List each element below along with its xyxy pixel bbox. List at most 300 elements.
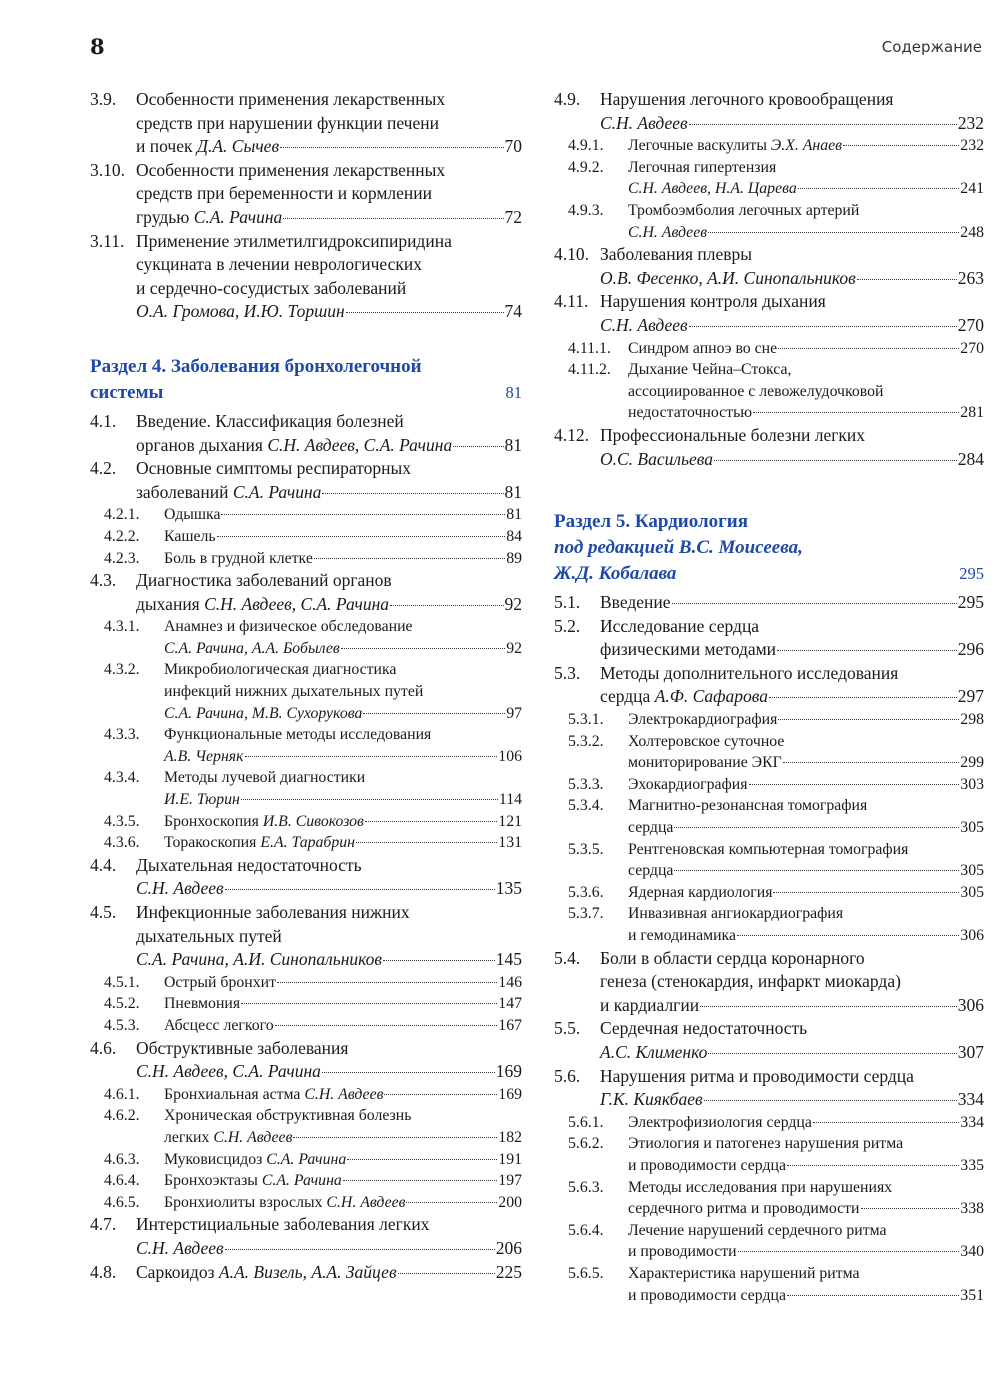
toc-entry-page: 296 — [957, 639, 984, 660]
dot-leader — [390, 605, 503, 606]
toc-entry-title-line: генеза (стенокардия, инфаркт миокарда) — [600, 971, 901, 992]
toc-entry[interactable] — [554, 424, 984, 471]
toc-entry-page: 225 — [495, 1261, 522, 1282]
toc-entry-page: 121 — [498, 812, 522, 830]
toc-list-section5 — [554, 591, 984, 1306]
toc-entry-final-line — [136, 434, 522, 458]
toc-entry-final-line — [136, 135, 522, 159]
dot-leader — [778, 719, 959, 720]
toc-entry[interactable] — [90, 901, 522, 972]
toc-entry-number: 4.1. — [90, 410, 117, 431]
toc-entry-title-text: сердца — [600, 686, 655, 707]
toc-entry-body — [136, 901, 522, 972]
toc-entry-body — [628, 157, 984, 200]
toc-entry-title-end — [600, 685, 768, 709]
toc-entry-author: О.С. Васильева — [600, 448, 713, 469]
toc-entry[interactable] — [90, 616, 522, 659]
toc-entry-page: 351 — [960, 1286, 984, 1304]
toc-entry[interactable] — [554, 1133, 984, 1176]
toc-entry[interactable] — [554, 882, 984, 904]
toc-entry[interactable] — [90, 724, 522, 767]
toc-entry-page: 305 — [960, 819, 984, 837]
toc-entry-page: 131 — [498, 834, 522, 852]
toc-entry-body — [164, 1170, 522, 1192]
dot-leader — [674, 827, 959, 828]
dot-leader — [293, 1137, 497, 1138]
toc-entry-title-end — [628, 752, 782, 774]
toc-entry-number: 5.5. — [554, 1018, 581, 1039]
toc-entry-final-line — [164, 526, 522, 548]
toc-entry[interactable] — [90, 457, 522, 504]
toc-entry-number: 4.9.2. — [568, 158, 604, 176]
toc-entry-title-text: и проводимости сердца — [628, 1286, 786, 1304]
toc-entry-final-line — [628, 222, 984, 244]
dot-leader — [813, 1122, 959, 1123]
toc-entry-page: 340 — [960, 1243, 984, 1261]
toc-entry-body — [628, 709, 984, 731]
toc-entry-body — [136, 1213, 522, 1260]
toc-left-column — [90, 88, 522, 1284]
toc-entry-title-end — [136, 481, 321, 505]
toc-entry[interactable] — [554, 1065, 984, 1112]
toc-entry[interactable] — [90, 526, 522, 548]
toc-entry-body — [164, 811, 522, 833]
toc-entry-body — [628, 1263, 984, 1306]
toc-entry-title-text: и гемодинамика — [628, 927, 736, 944]
toc-entry-author: С.Н. Авдеев — [304, 1085, 384, 1103]
toc-entry-title-line: и сердечно-сосудистых заболеваний — [136, 277, 407, 298]
toc-entry-number: 4.6.1. — [104, 1085, 140, 1103]
toc-entry-body — [136, 1261, 522, 1285]
toc-entry-number: 4.2.2. — [104, 527, 140, 545]
toc-entry[interactable] — [90, 811, 522, 833]
toc-entry[interactable] — [90, 1084, 522, 1106]
toc-entry-final-line — [164, 1084, 522, 1106]
dot-leader — [398, 1273, 495, 1274]
toc-entry-number: 4.6.3. — [104, 1150, 140, 1168]
toc-entry-final-line — [164, 638, 522, 660]
toc-entry-body — [600, 243, 984, 290]
toc-entry-title-end — [136, 1060, 321, 1084]
toc-entry-final-line — [628, 1112, 984, 1134]
toc-entry-title-end — [164, 1084, 383, 1106]
toc-entry-page: 305 — [960, 862, 984, 880]
toc-entry-title-end — [600, 267, 856, 291]
toc-entry[interactable] — [554, 338, 984, 360]
toc-entry-title-text: недостаточностью — [628, 404, 753, 422]
toc-entry-title-line: Функциональные методы исследования — [164, 726, 432, 744]
toc-entry-page: 92 — [504, 593, 522, 614]
toc-entry[interactable] — [554, 135, 984, 157]
toc-entry-number: 4.10. — [554, 244, 589, 265]
toc-entry-page: 147 — [498, 995, 522, 1013]
toc-entry-title-end — [628, 135, 842, 157]
toc-entry-page: 270 — [957, 314, 984, 335]
toc-entry[interactable] — [90, 854, 522, 901]
toc-entry-final-line — [628, 338, 984, 360]
dot-leader — [365, 821, 497, 822]
toc-entry-title-text: легких — [164, 1128, 214, 1146]
toc-entry-title-text: Острый бронхит — [164, 973, 276, 991]
toc-entry-author: С.Н. Авдеев, Н.А. Царева — [628, 180, 797, 198]
toc-entry-body — [136, 854, 522, 901]
toc-entry-body — [136, 457, 522, 504]
toc-entry-number: 4.2. — [90, 458, 117, 479]
toc-entry-title-line: Холтеровское суточное — [628, 732, 785, 750]
toc-entry[interactable] — [90, 832, 522, 854]
toc-entry-title-end — [600, 314, 688, 338]
toc-entry-author: С.Н. Авдеев — [600, 314, 688, 335]
section-5-heading[interactable] — [554, 509, 984, 587]
toc-entry-title-line: Нарушения контроля дыхания — [600, 291, 826, 312]
toc-entry-final-line — [600, 314, 984, 338]
toc-entry-page: 263 — [957, 267, 984, 288]
dot-leader — [738, 1251, 960, 1252]
toc-entry-title-text: мониторирование ЭКГ — [628, 754, 782, 772]
toc-entry-page: 206 — [495, 1237, 522, 1258]
toc-entry-title-end — [164, 703, 362, 725]
toc-entry-body — [628, 839, 984, 882]
dot-leader — [384, 1094, 497, 1095]
toc-entry-title-line: Заболевания плевры — [600, 244, 753, 265]
toc-entry-title-text: и проводимости — [628, 1243, 737, 1261]
toc-entry-title-line: Обструктивные заболевания — [136, 1037, 349, 1058]
dot-leader — [322, 493, 503, 494]
toc-entry-page: 89 — [506, 549, 522, 567]
toc-entry-final-line — [600, 1041, 984, 1065]
toc-entry[interactable] — [90, 1149, 522, 1171]
toc-entry[interactable] — [554, 290, 984, 337]
toc-entry-author: С.Н. Авдеев — [213, 1128, 293, 1146]
toc-entry-page: 81 — [506, 506, 522, 524]
toc-entry-page: 306 — [957, 994, 984, 1015]
toc-entry-final-line — [628, 860, 984, 882]
toc-entry-body — [136, 159, 522, 230]
toc-entry-page: 191 — [498, 1150, 522, 1168]
toc-entry-body — [628, 135, 984, 157]
toc-entry-author: С.Н. Авдеев — [136, 1237, 224, 1258]
toc-entry-number: 4.3.5. — [104, 812, 140, 830]
toc-entry-title-end — [600, 591, 671, 615]
toc-entry[interactable] — [554, 947, 984, 1018]
toc-entry-body — [628, 200, 984, 243]
toc-entry-author: С.А. Рачина — [266, 1150, 347, 1168]
toc-entry-body — [164, 504, 522, 526]
toc-entry-number: 4.9. — [554, 89, 581, 109]
toc-entry-title-line: Сердечная недостаточность — [600, 1018, 808, 1039]
toc-entry-author: Э.Х. Анаев — [770, 137, 842, 155]
toc-entry[interactable] — [90, 1170, 522, 1192]
toc-entry-number: 3.10. — [90, 159, 125, 180]
toc-entry-title-end — [164, 811, 364, 833]
toc-entry[interactable] — [554, 774, 984, 796]
toc-entry-author: А.А. Визель, А.А. Зайцев — [218, 1261, 397, 1282]
toc-entry-author: С.А. Рачина, М.В. Сухорукова — [164, 704, 363, 722]
dot-leader — [277, 982, 497, 983]
section-page-number: 81 — [505, 382, 522, 402]
toc-entry-title-line: сукцината в лечении неврологических — [136, 254, 423, 275]
toc-entry-final-line — [164, 548, 522, 570]
toc-entry-number: 5.3.3. — [568, 775, 604, 793]
toc-entry-number: 4.12. — [554, 424, 589, 445]
toc-entry-title-end — [600, 1088, 703, 1112]
dot-leader — [241, 1003, 497, 1004]
toc-entry-author: Е.А. Тарабрин — [260, 834, 355, 852]
toc-entry-page: 92 — [506, 639, 522, 657]
toc-entry-number: 5.3. — [554, 662, 581, 683]
toc-entry-title-end — [164, 1149, 346, 1171]
toc-entry-final-line — [164, 1149, 522, 1171]
toc-entry[interactable] — [554, 157, 984, 200]
toc-entry-final-line — [136, 1261, 522, 1285]
toc-entry-number: 5.4. — [554, 947, 581, 968]
dot-leader — [347, 1159, 497, 1160]
toc-entry[interactable] — [90, 1261, 522, 1285]
dot-leader — [700, 1006, 957, 1007]
toc-entry-title-end — [136, 135, 279, 159]
toc-entry[interactable] — [554, 243, 984, 290]
toc-entry-title-end — [136, 877, 224, 901]
toc-entry-body — [164, 1015, 522, 1037]
toc-entry-final-line — [600, 1088, 984, 1112]
toc-entry-body — [136, 230, 522, 324]
toc-entry[interactable] — [554, 1263, 984, 1306]
toc-entry-body — [628, 774, 984, 796]
toc-entry-title-line: Основные симптомы респираторных — [136, 458, 411, 479]
toc-entry-title-end — [628, 1285, 786, 1307]
toc-entry-page: 169 — [495, 1061, 522, 1082]
toc-entry-title-line: Интерстициальные заболевания легких — [136, 1214, 430, 1235]
toc-entry[interactable] — [90, 230, 522, 324]
toc-entry-number: 4.6. — [90, 1037, 117, 1058]
toc-entry-title-line: дыхательных путей — [136, 925, 282, 946]
toc-entry-body — [164, 1192, 522, 1214]
toc-entry-author: С.Н. Авдеев — [600, 112, 688, 133]
dot-leader — [672, 603, 957, 604]
toc-entry-title-line: ассоциированное с левожелудочковой — [628, 382, 884, 400]
toc-entry-final-line — [628, 402, 984, 424]
toc-entry[interactable] — [554, 662, 984, 709]
toc-entry-title-text: Бронхоэктазы — [164, 1172, 262, 1190]
toc-entry-author: О.В. Фесенко, А.И. Синопальников — [600, 267, 856, 288]
toc-entry-title-end — [628, 882, 772, 904]
toc-entry-title-end — [164, 789, 240, 811]
toc-entry-body — [600, 1065, 984, 1112]
toc-entry-title-text: и проводимости сердца — [628, 1156, 786, 1174]
toc-entry-final-line — [628, 817, 984, 839]
toc-entry-title-end — [136, 1237, 224, 1261]
section-4-heading[interactable] — [90, 354, 522, 406]
toc-entry-page: 298 — [960, 711, 984, 729]
toc-entry[interactable] — [554, 795, 984, 838]
dot-leader — [753, 412, 959, 413]
toc-entry-title-line: Дыхательная недостаточность — [136, 854, 362, 875]
toc-entry-title-text: сердца — [628, 819, 674, 837]
toc-entry-body — [136, 1037, 522, 1084]
toc-entry-final-line — [136, 1237, 522, 1261]
toc-entry-title-text: органов дыхания — [136, 434, 268, 455]
toc-entry-title-end — [628, 178, 797, 200]
toc-entry-title-end — [164, 832, 355, 854]
toc-entry-final-line — [600, 591, 984, 615]
toc-entry-title-line: инфекций нижних дыхательных путей — [164, 683, 424, 701]
dot-leader — [453, 446, 503, 447]
toc-entry-title-end — [628, 774, 748, 796]
toc-entry-title-end — [600, 448, 713, 472]
toc-entry[interactable] — [90, 504, 522, 526]
toc-entry-title-end — [136, 300, 345, 324]
toc-entry-title-line: средств при беременности и кормлении — [136, 183, 432, 204]
toc-entry-final-line — [136, 877, 522, 901]
toc-entry-title-text: Боль в грудной клетке — [164, 549, 313, 567]
toc-entry-body — [164, 972, 522, 994]
toc-entry-final-line — [628, 752, 984, 774]
toc-entry-author: С.А. Рачина, А.И. Синопальников — [136, 949, 383, 970]
dot-leader — [343, 1180, 497, 1181]
toc-entry[interactable] — [554, 88, 984, 135]
toc-entry-title-end — [136, 1261, 397, 1285]
toc-entry[interactable] — [90, 1105, 522, 1148]
toc-entry-author: С.Н. Авдеев, С.А. Рачина — [204, 593, 390, 614]
toc-entry[interactable] — [90, 1213, 522, 1260]
toc-entry-number: 4.6.2. — [104, 1107, 140, 1125]
toc-entry-title-end — [628, 860, 673, 882]
toc-entry[interactable] — [90, 569, 522, 616]
toc-entry-body — [164, 993, 522, 1015]
toc-entry-body — [600, 424, 984, 471]
toc-entry-title-end — [628, 402, 752, 424]
toc-entry-title-text: Бронхоскопия — [164, 812, 263, 830]
toc-entry[interactable] — [90, 1192, 522, 1214]
toc-entry-body — [164, 1105, 522, 1148]
toc-entry-title-end — [628, 222, 707, 244]
toc-entry-number: 5.3.7. — [568, 905, 604, 923]
toc-entry-number: 5.2. — [554, 615, 581, 636]
toc-entry[interactable] — [554, 731, 984, 774]
dot-leader — [787, 1165, 959, 1166]
dot-leader — [773, 892, 959, 893]
toc-entry-title-line: средств при нарушении функции печени — [136, 112, 439, 133]
toc-entry-number: 4.2.1. — [104, 506, 140, 524]
toc-entry-page: 306 — [960, 927, 984, 944]
toc-entry[interactable] — [90, 659, 522, 724]
toc-entry[interactable] — [554, 839, 984, 882]
toc-entry[interactable] — [90, 972, 522, 994]
section-title-line: системы — [90, 381, 164, 403]
toc-entry-final-line — [628, 1285, 984, 1307]
toc-entry-title-line: Нарушения ритма и проводимости сердца — [600, 1065, 914, 1086]
toc-entry-title-text: Электрофизиология сердца — [628, 1113, 812, 1131]
toc-entry-page: 74 — [504, 301, 522, 322]
toc-entry-body — [600, 662, 984, 709]
dot-leader — [225, 1249, 495, 1250]
toc-entry-body — [164, 1149, 522, 1171]
toc-entry[interactable] — [90, 1037, 522, 1084]
toc-entry-title-line: Дыхание Чейна–Стокса, — [628, 361, 792, 379]
toc-entry-title-line: Методы лучевой диагностики — [164, 769, 366, 787]
dot-leader — [769, 697, 957, 698]
dot-leader — [241, 799, 498, 800]
dot-leader — [737, 935, 959, 936]
toc-entry-final-line — [164, 1192, 522, 1214]
toc-entry[interactable] — [90, 159, 522, 230]
toc-entry-title-line: Хроническая обструктивная болезнь — [164, 1107, 412, 1125]
toc-entry-number: 5.3.4. — [568, 797, 604, 815]
page-number: 8 — [90, 34, 105, 59]
toc-entry-title-text: Введение — [600, 592, 671, 613]
toc-entry-body — [628, 903, 984, 946]
toc-entry-title-line: Инвазивная ангиокардиография — [628, 905, 844, 923]
toc-entry[interactable] — [554, 1017, 984, 1064]
toc-entry[interactable] — [554, 359, 984, 424]
toc-entry-body — [600, 1017, 984, 1064]
toc-entry[interactable] — [554, 591, 984, 615]
dot-leader — [217, 536, 506, 537]
toc-entry[interactable] — [554, 1177, 984, 1220]
toc-entry[interactable] — [90, 410, 522, 457]
toc-entry-title-line: Магнитно-резонансная томография — [628, 797, 868, 815]
toc-entry-title-line: Применение этилметилгидроксипиридина — [136, 230, 452, 251]
toc-entry-body — [628, 359, 984, 424]
toc-entry-title-text: Легочные васкулиты — [628, 137, 771, 155]
toc-entry-page: 270 — [960, 339, 984, 357]
toc-entry[interactable] — [554, 1112, 984, 1134]
toc-entry-author: С.Н. Авдеев, С.А. Рачина — [267, 434, 453, 455]
toc-entry-page: 232 — [960, 137, 984, 155]
toc-entry-page: 97 — [506, 704, 522, 722]
toc-entry-title-end — [164, 638, 340, 660]
toc-entry-author: С.А. Рачина — [232, 481, 322, 502]
toc-entry-title-line: Характеристика нарушений ритма — [628, 1264, 860, 1282]
toc-entry-title-text: физическими методами — [600, 639, 777, 660]
toc-entry-title-end — [136, 206, 282, 230]
toc-entry[interactable] — [554, 200, 984, 243]
toc-entry-title-end — [628, 925, 736, 947]
toc-entry-title-text: сердца — [628, 862, 674, 880]
toc-entry-number: 4.6.4. — [104, 1172, 140, 1190]
toc-entry[interactable] — [554, 615, 984, 662]
toc-entry-title-end — [628, 1198, 860, 1220]
toc-entry[interactable] — [90, 767, 522, 810]
toc-entry[interactable] — [554, 709, 984, 731]
toc-entry-number: 5.6.2. — [568, 1135, 604, 1153]
toc-entry-author: О.А. Громова, И.Ю. Торшин — [136, 301, 345, 322]
dot-leader — [245, 756, 498, 757]
toc-entry-number: 5.6.5. — [568, 1264, 604, 1282]
toc-entry[interactable] — [90, 88, 522, 159]
toc-entry-title-line: Введение. Классификация болезней — [136, 410, 404, 431]
toc-entry[interactable] — [90, 548, 522, 570]
toc-entry-title-text: Электрокардиография — [628, 711, 778, 729]
toc-entry-title-end — [164, 526, 216, 548]
toc-entry[interactable] — [554, 903, 984, 946]
section-title-line: Раздел 5. Кардиология — [554, 511, 749, 533]
toc-entry[interactable] — [90, 993, 522, 1015]
toc-entry-title-end — [136, 434, 452, 458]
toc-entry[interactable] — [554, 1220, 984, 1263]
toc-entry-number: 4.4. — [90, 854, 117, 875]
dot-leader — [275, 1025, 498, 1026]
toc-entry-body — [600, 88, 984, 135]
toc-entry-number: 4.3. — [90, 570, 117, 591]
toc-entry[interactable] — [90, 1015, 522, 1037]
section-editor-line: под редакцией В.С. Моисеева, — [554, 537, 803, 559]
dot-leader — [704, 1100, 957, 1101]
toc-entry-page: 169 — [498, 1085, 522, 1103]
toc-entry-number: 5.3.5. — [568, 840, 604, 858]
dot-leader — [674, 870, 959, 871]
toc-entry-title-text: Абсцесс легкого — [164, 1016, 274, 1034]
